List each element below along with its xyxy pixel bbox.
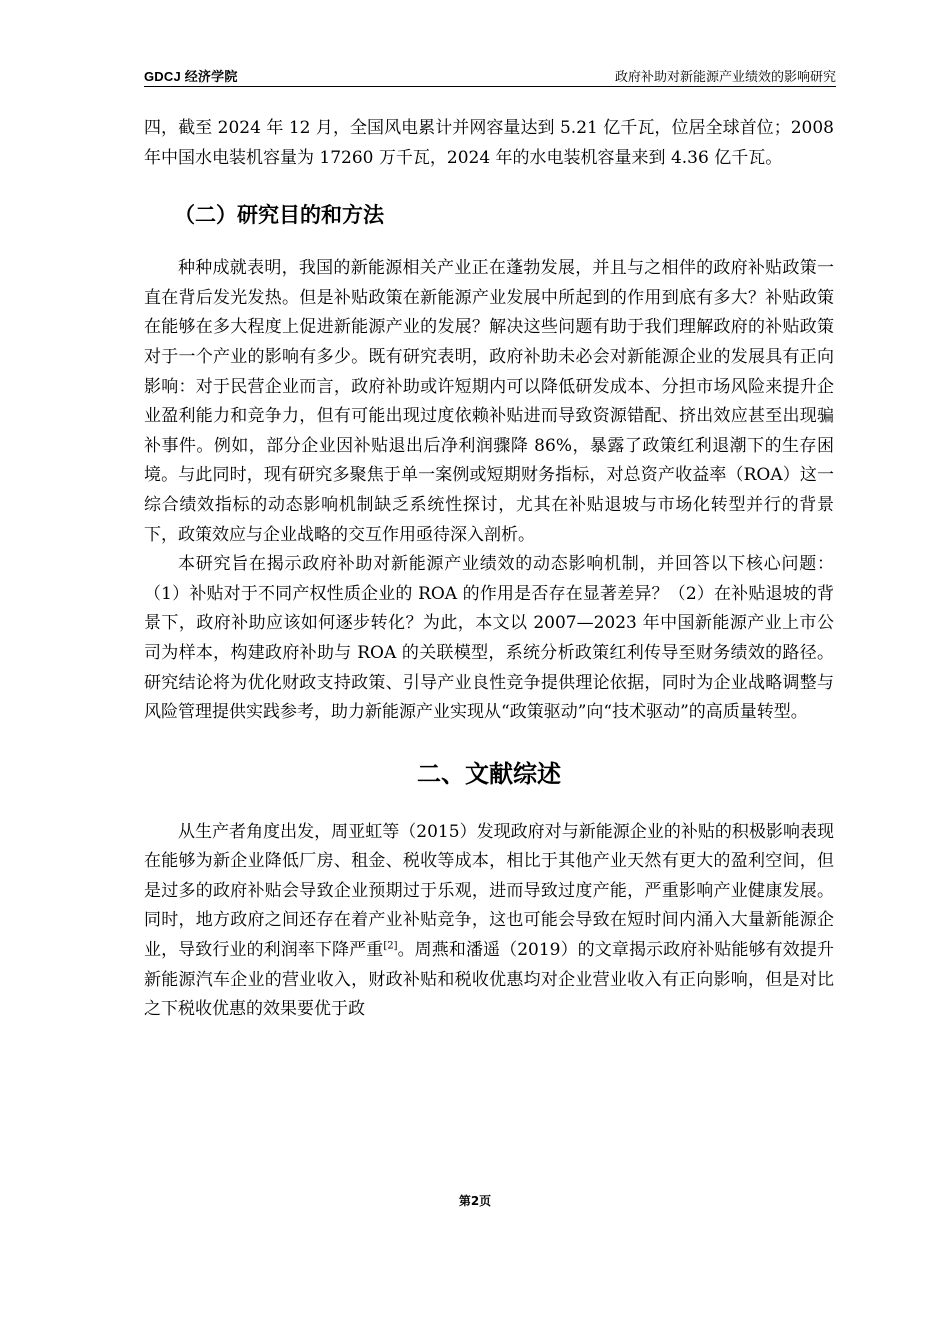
page-body bbox=[144, 114, 834, 1025]
citation-ref: [2] bbox=[383, 940, 398, 952]
body-paragraph-1: 种种成就表明，我国的新能源相关产业正在蓬勃发展，并且与之相伴的政府补贴政策一直在背后发光发热。但是补贴政策在新能源产业发展中所起到的作用到底有多大？补贴政策在能够在多大程度上促进新能源产业的发展？解决这些问题有助于我们理解政府的补贴政策对于一个产业的影响有多少。既有研究表明，政府补助未必会对新能源企业的发展具有正向影响：对于民营企业而言，政府补助或许短期内可以降低研发成本、分担市场风险来提升企业盈利能力和竞争力，但有可能出现过度依赖补贴进而导致资源错配、挤出效应甚至出现骗补事件。例如，部分企业因补贴退出后净利润骤降 86%，暴露了政策红利退潮下的生存困境。与此同时，现有研究多聚焦于单一案例或短期财务指标，对总资产收益率（ROA）这一综合绩效指标的动态影响机制缺乏系统性探讨，尤其在补贴退坡与市场化转型并行的背景下，政策效应与企业战略的交互作用亟待深入剖析。 bbox=[144, 258, 834, 545]
page-number: 第2页 bbox=[458, 1194, 492, 1208]
section-heading-research-purpose: （二）研究目的和方法 bbox=[174, 203, 384, 228]
paragraph-text: 。周燕和潘遥（2019）的文章揭示政府补贴能够有效提升新能源汽车企业的营业收入，财政补贴和税收优惠均对企业营业收入有正向影响，但是对比之下税收优惠的效果要优于政 bbox=[144, 940, 834, 1020]
header-paper-title: 政府补助对新能源产业绩效的影响研究 bbox=[614, 70, 836, 85]
body-paragraph-2: 本研究旨在揭示政府补助对新能源产业绩效的动态影响机制，并回答以下核心问题：（1）补贴对于不同产权性质企业的 ROA 的作用是否存在显著差异？（2）在补贴退坡的背景下，政府补助应该如何逐步转化？为此，本文以 2007—2023 年中国新能源产业上市公司为样本，构建政府补助与 ROA 的关联模型，系统分析政策红利传导至财务绩效的路径。研究结论将为优化财政支持政策、引导产业良性竞争提供理论依据，同时为企业战略调整与风险管理提供实践参考，助力新能源产业实现从“政策驱动”向“技术驱动”的高质量转型。 bbox=[144, 554, 834, 723]
body-paragraph-3 bbox=[144, 818, 834, 1025]
intro-paragraph: 四，截至 2024 年 12 月，全国风电累计并网容量达到 5.21 亿千瓦，位居全球首位；2008 年中国水电装机容量为 17260 万千瓦，2024 年的水电装机容量来到 4.36 亿千瓦。 bbox=[144, 118, 834, 168]
header-institution: GDCJ 经济学院 bbox=[144, 69, 238, 84]
chapter-heading-literature-review: 二、文献综述 bbox=[417, 759, 561, 788]
paragraph-text: 从生产者角度出发，周亚虹等（2015）发现政府对与新能源企业的补贴的积极影响表现在能够为新企业降低厂房、租金、税收等成本，相比于其他产业天然有更大的盈利空间，但是过多的政府补贴会导致企业预期过于乐观，进而导致过度产能，严重影响产业健康发展。同时，地方政府之间还存在着产业补贴竞争，这也可能会导致在短时间内涌入大量新能源企业，导致行业的利润率下降严重 bbox=[144, 821, 834, 961]
page-header bbox=[144, 66, 836, 87]
